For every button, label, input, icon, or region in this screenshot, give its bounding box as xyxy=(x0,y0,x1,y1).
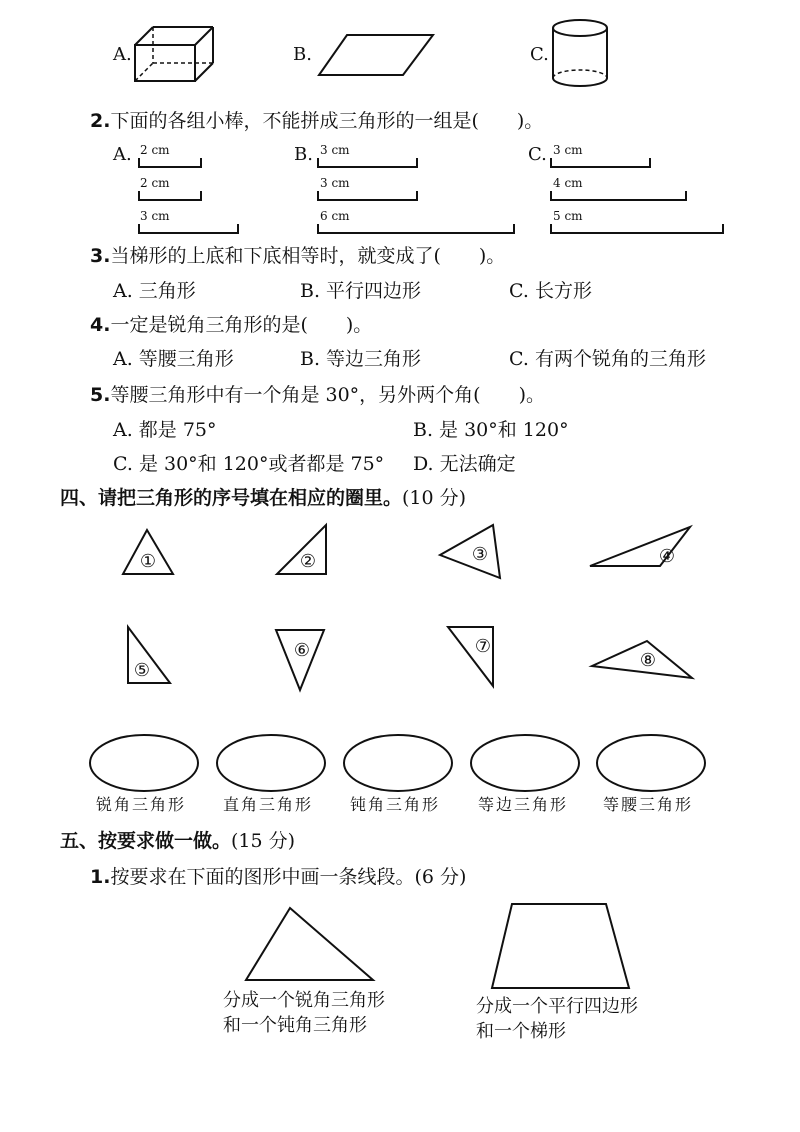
q1-option-a-label: A. xyxy=(113,44,132,65)
q5-number: 5. xyxy=(90,384,111,406)
q5-option-c: C. 是 30°和 120°或者都是 75° xyxy=(113,453,385,475)
oval-label-obtuse: 钝角三角形 xyxy=(350,795,441,814)
q5-option-a: A. 都是 75° xyxy=(113,419,217,441)
q3-number: 3. xyxy=(90,245,111,267)
section5-score: (15 分) xyxy=(231,830,296,852)
oval-label-isosceles: 等腰三角形 xyxy=(603,795,694,814)
fig2-caption-line2: 和一个梯形 xyxy=(476,1021,566,1042)
oval-label-equilateral: 等边三角形 xyxy=(478,795,569,814)
trapezoid-figure xyxy=(492,904,629,988)
q3-prompt: 当梯形的上底和下底相等时，就变成了( )。 xyxy=(110,245,506,267)
triangle-6-number: ⑥ xyxy=(293,640,311,661)
oval-label-right: 直角三角形 xyxy=(223,795,314,814)
fig1-caption-line1: 分成一个锐角三角形 xyxy=(223,990,385,1011)
q4-option-c: C. 有两个锐角的三角形 xyxy=(509,348,706,370)
stick-label: 4 cm xyxy=(553,176,583,190)
q2-option-b-label: B. xyxy=(294,144,313,165)
q2-option-c-label: C. xyxy=(528,144,547,165)
triangle-8-number: ⑧ xyxy=(639,650,657,671)
stick-label: 2 cm xyxy=(140,143,170,157)
triangle-7-number: ⑦ xyxy=(474,636,492,657)
triangle-5-number: ⑤ xyxy=(133,660,151,681)
q5-prompt: 等腰三角形中有一个角是 30°，另外两个角( )。 xyxy=(110,384,545,406)
fig1-caption-line2: 和一个钝角三角形 xyxy=(223,1015,367,1036)
q2-number: 2. xyxy=(90,110,111,132)
stick-label: 5 cm xyxy=(553,209,583,223)
stick-label: 3 cm xyxy=(140,209,170,223)
triangle-4-number: ④ xyxy=(658,546,676,567)
triangle-3-number: ③ xyxy=(471,544,489,565)
q4-option-a: A. 等腰三角形 xyxy=(113,348,234,370)
q5-option-d: D. 无法确定 xyxy=(413,453,516,475)
triangle-figure xyxy=(246,908,373,980)
q2-prompt: 下面的各组小棒，不能拼成三角形的一组是( )。 xyxy=(110,110,544,132)
triangle-2-number: ② xyxy=(299,551,317,572)
oval-label-acute: 锐角三角形 xyxy=(96,795,187,814)
section4-title: 四、请把三角形的序号填在相应的圈里。 xyxy=(60,487,403,509)
section4-score: (10 分) xyxy=(402,487,467,509)
q1-option-b-label: B. xyxy=(293,44,312,65)
stick-label: 3 cm xyxy=(320,176,350,190)
section5-q1-prompt: 按要求在下面的图形中画一条线段。(6 分) xyxy=(110,866,467,888)
q3-option-a: A. 三角形 xyxy=(113,280,196,302)
section5-title: 五、按要求做一做。 xyxy=(60,830,232,852)
triangle-1-number: ① xyxy=(139,551,157,572)
stick-label: 6 cm xyxy=(320,209,350,223)
q1-option-c-label: C. xyxy=(530,44,549,65)
q2-option-a-label: A. xyxy=(113,144,132,165)
q4-option-b: B. 等边三角形 xyxy=(300,348,422,370)
q3-option-b: B. 平行四边形 xyxy=(300,280,422,302)
q5-option-b: B. 是 30°和 120° xyxy=(413,419,569,441)
stick-label: 2 cm xyxy=(140,176,170,190)
q4-number: 4. xyxy=(90,314,111,336)
q3-option-c: C. 长方形 xyxy=(509,280,592,302)
q4-prompt: 一定是锐角三角形的是( )。 xyxy=(110,314,373,336)
section5-q1-number: 1. xyxy=(90,866,111,888)
fig2-caption-line1: 分成一个平行四边形 xyxy=(476,996,638,1017)
stick-label: 3 cm xyxy=(553,143,583,157)
stick-label: 3 cm xyxy=(320,143,350,157)
